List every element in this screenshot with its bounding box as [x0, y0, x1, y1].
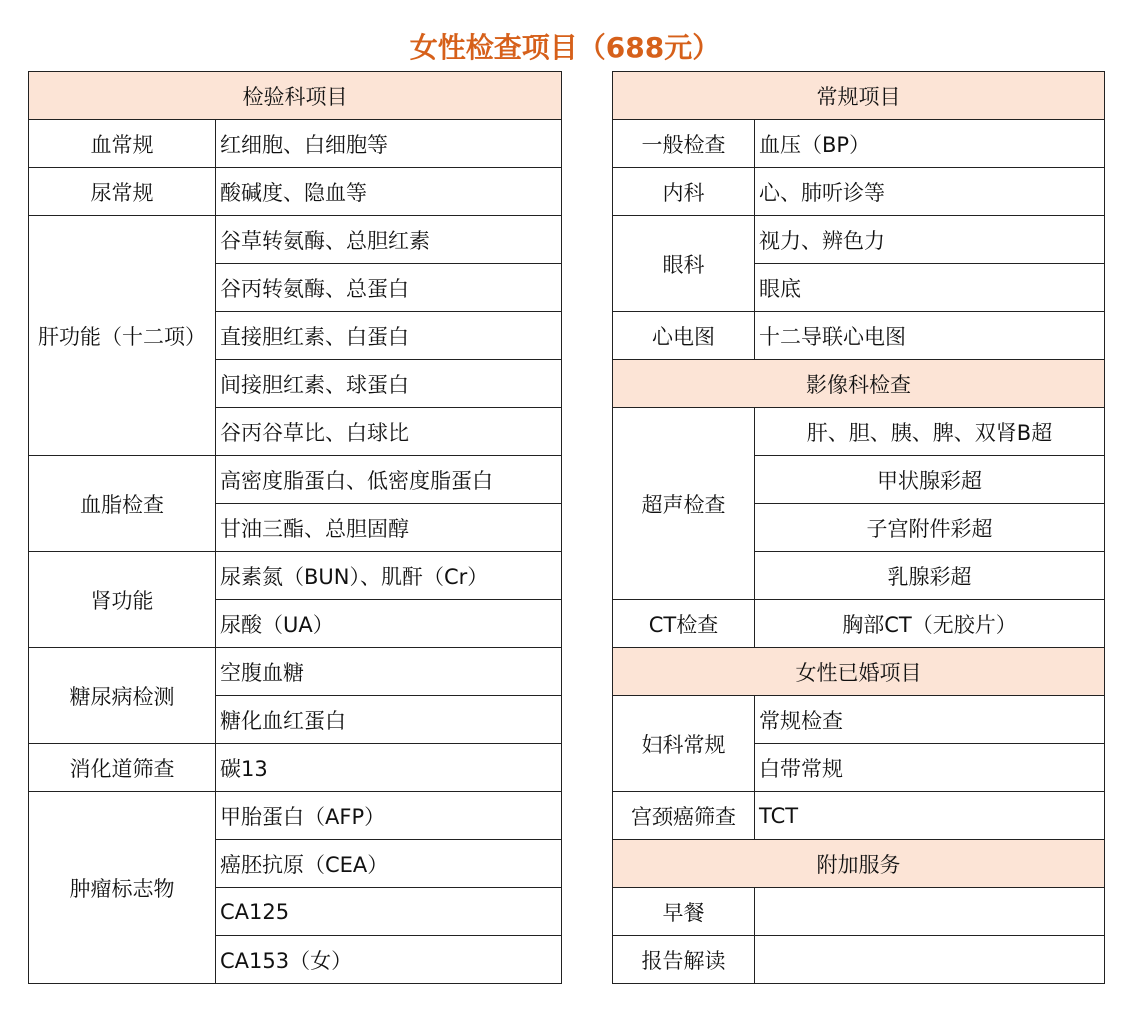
table-row: [613, 936, 1105, 984]
section-header: 常规项目: [613, 72, 1105, 120]
section-header: 影像科检查: [613, 360, 1105, 408]
category-name: 眼科: [613, 216, 755, 312]
category-name: 妇科常规: [613, 696, 755, 792]
item-cell: 常规检查: [755, 696, 1105, 744]
item-cell: 尿酸（UA）: [216, 600, 562, 648]
table-row: [29, 552, 562, 600]
table-row: [613, 120, 1105, 168]
item-cell: CA125: [216, 888, 562, 936]
category-name: 宫颈癌筛查: [613, 792, 755, 840]
section-header: 女性已婚项目: [613, 648, 1105, 696]
item-cell: 间接胆红素、球蛋白: [216, 360, 562, 408]
routine-items-table: [612, 71, 1105, 984]
section-header-row: [29, 72, 562, 120]
item-cell: 碳13: [216, 744, 562, 792]
table-row: [29, 120, 562, 168]
item-cell: 十二导联心电图: [755, 312, 1105, 360]
item-cell: 癌胚抗原（CEA）: [216, 840, 562, 888]
category-name: 内科: [613, 168, 755, 216]
category-name: 一般检查: [613, 120, 755, 168]
item-cell: 糖化血红蛋白: [216, 696, 562, 744]
item-cell: CA153（女）: [216, 936, 562, 984]
item-cell: 眼底: [755, 264, 1105, 312]
item-cell: 甲胎蛋白（AFP）: [216, 792, 562, 840]
table-row: [613, 888, 1105, 936]
item-cell: 高密度脂蛋白、低密度脂蛋白: [216, 456, 562, 504]
item-cell: [755, 936, 1105, 984]
section-header-row: [613, 72, 1105, 120]
table-row: [29, 456, 562, 504]
item-cell: 直接胆红素、白蛋白: [216, 312, 562, 360]
lab-items-table: [28, 71, 562, 984]
category-name: 报告解读: [613, 936, 755, 984]
table-row: [613, 312, 1105, 360]
item-cell: 红细胞、白细胞等: [216, 120, 562, 168]
category-name: 糖尿病检测: [29, 648, 216, 744]
item-cell: 谷丙转氨酶、总蛋白: [216, 264, 562, 312]
section-header: 检验科项目: [29, 72, 562, 120]
item-cell: 尿素氮（BUN）、肌酐（Cr）: [216, 552, 562, 600]
item-cell: 甲状腺彩超: [755, 456, 1105, 504]
item-cell: 空腹血糖: [216, 648, 562, 696]
category-name: 肿瘤标志物: [29, 792, 216, 984]
category-name: 超声检查: [613, 408, 755, 600]
table-row: [613, 408, 1105, 456]
section-header-row: [613, 840, 1105, 888]
item-cell: 肝、胆、胰、脾、双肾B超: [755, 408, 1105, 456]
category-name: 肾功能: [29, 552, 216, 648]
item-cell: 酸碱度、隐血等: [216, 168, 562, 216]
category-name: 心电图: [613, 312, 755, 360]
item-cell: 谷丙谷草比、白球比: [216, 408, 562, 456]
item-cell: 胸部CT（无胶片）: [755, 600, 1105, 648]
item-cell: 心、肺听诊等: [755, 168, 1105, 216]
item-cell: 血压（BP）: [755, 120, 1105, 168]
section-header-row: [613, 648, 1105, 696]
category-name: 消化道筛查: [29, 744, 216, 792]
category-name: 肝功能（十二项）: [29, 216, 216, 456]
table-row: [29, 216, 562, 264]
item-cell: 乳腺彩超: [755, 552, 1105, 600]
item-cell: TCT: [755, 792, 1105, 840]
item-cell: [755, 888, 1105, 936]
item-cell: 白带常规: [755, 744, 1105, 792]
item-cell: 甘油三酯、总胆固醇: [216, 504, 562, 552]
item-cell: 谷草转氨酶、总胆红素: [216, 216, 562, 264]
category-name: 血脂检查: [29, 456, 216, 552]
table-row: [29, 168, 562, 216]
category-name: 尿常规: [29, 168, 216, 216]
category-name: 血常规: [29, 120, 216, 168]
item-cell: 子宫附件彩超: [755, 504, 1105, 552]
category-name: 早餐: [613, 888, 755, 936]
page-title: 女性检查项目（688元）: [409, 31, 721, 64]
table-row: [613, 168, 1105, 216]
category-name: CT检查: [613, 600, 755, 648]
table-row: [29, 648, 562, 696]
table-row: [613, 696, 1105, 744]
table-row: [29, 744, 562, 792]
item-cell: 视力、辨色力: [755, 216, 1105, 264]
table-row: [613, 792, 1105, 840]
section-header-row: [613, 360, 1105, 408]
table-row: [613, 600, 1105, 648]
section-header: 附加服务: [613, 840, 1105, 888]
table-row: [613, 216, 1105, 264]
table-row: [29, 792, 562, 840]
